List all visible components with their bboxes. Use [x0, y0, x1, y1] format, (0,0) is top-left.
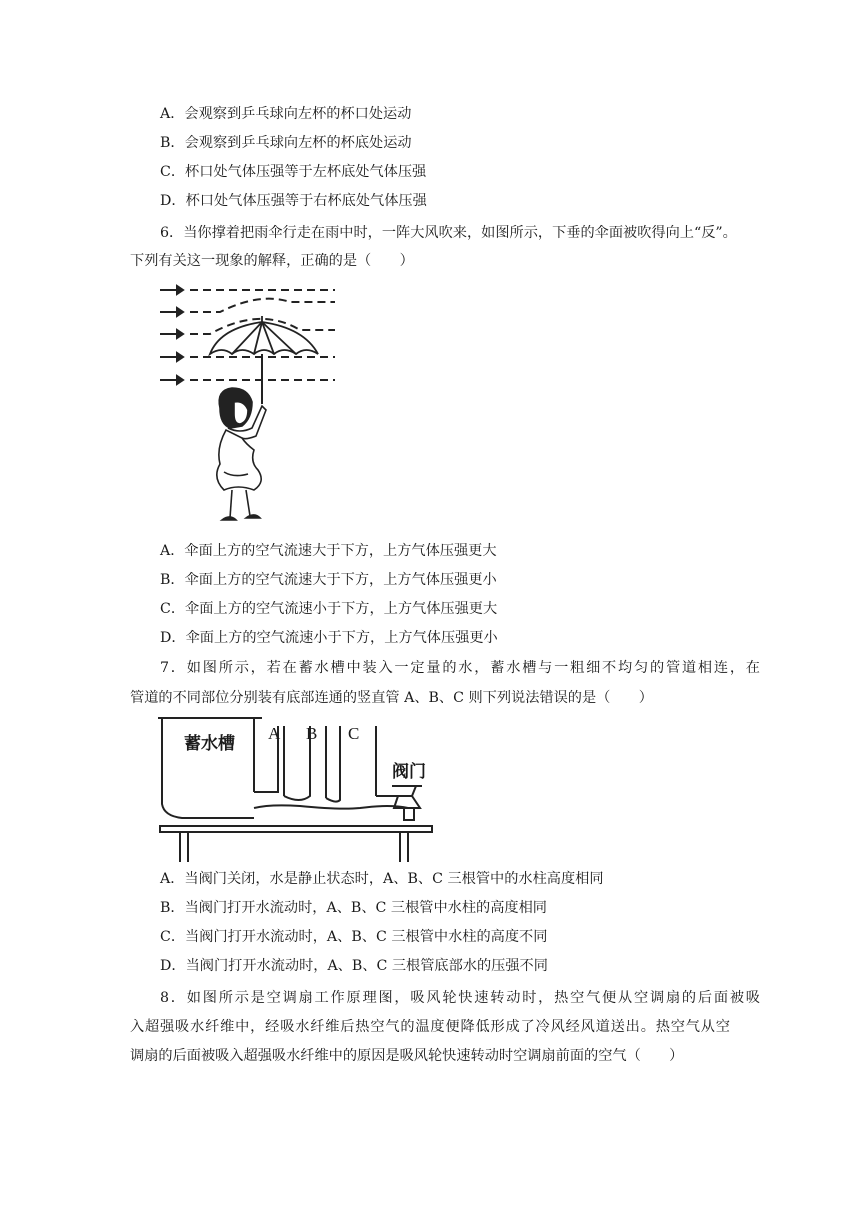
q6-option-a: A．伞面上方的空气流速大于下方，上方气体压强更大 — [160, 543, 497, 559]
pipe-c-label: C — [348, 724, 360, 743]
q8-stem-line3: 调扇的后面被吸入超强吸水纤维中的原因是吸风轮快速转动时空调扇前面的空气（ ） — [130, 1048, 684, 1064]
table-top — [160, 826, 432, 832]
q6-stem-line2: 下列有关这一现象的解释，正确的是（ ） — [130, 253, 414, 269]
tank-outer — [162, 718, 254, 818]
water-tank-figure — [150, 712, 450, 864]
q6-option-d: D．伞面上方的空气流速小于下方，上方气体压强更小 — [160, 630, 498, 646]
q7-option-b: B．当阀门打开水流动时，A、B、C 三根管中水柱的高度相同 — [160, 900, 547, 916]
q5-option-b: B．会观察到乒乓球向左杯的杯底处运动 — [160, 135, 412, 151]
girl-figure — [217, 388, 266, 520]
q7-option-d: D．当阀门打开水流动时，A、B、C 三根管底部水的压强不同 — [160, 958, 548, 974]
q5-option-c: C．杯口处气体压强等于左杯底处气体压强 — [160, 164, 427, 180]
q7-stem-line1: 7．如图所示，若在蓄水槽中装入一定量的水，蓄水槽与一粗细不均匀的管道相连，在 — [160, 660, 760, 676]
q7-option-a: A．当阀门关闭，水是静止状态时，A、B、C 三根管中的水柱高度相同 — [160, 871, 604, 887]
q5-option-a: A．会观察到乒乓球向左杯的杯口处运动 — [160, 106, 412, 122]
wind-line-4 — [160, 353, 335, 361]
valve-label: 阀门 — [392, 762, 426, 782]
q6-stem-line1: 6．当你撑着把雨伞行走在雨中时，一阵大风吹来，如图所示，下垂的伞面被吹得向上“反”。 — [160, 225, 737, 241]
wind-line-1 — [160, 286, 335, 294]
umbrella-wind-figure — [150, 278, 350, 538]
tank-label: 蓄水槽 — [184, 734, 235, 754]
wind-line-5 — [160, 376, 335, 384]
pipe-b-label: B — [306, 724, 318, 743]
pipe-c — [326, 726, 340, 802]
q7-stem-line2: 管道的不同部位分别装有底部连通的竖直管 A、B、C 则下列说法错误的是（ ） — [130, 690, 653, 706]
q7-option-c: C．当阀门打开水流动时，A、B、C 三根管中水柱的高度不同 — [160, 929, 548, 945]
pipe-a-label: A — [268, 724, 281, 743]
q6-option-b: B．伞面上方的空气流速大于下方，上方气体压强更小 — [160, 572, 497, 588]
q8-stem-line2: 入超强吸水纤维中，经吸水纤维后热空气的温度便降低形成了冷风经风道送出。热空气从空 — [130, 1019, 730, 1035]
q6-option-c: C．伞面上方的空气流速小于下方，上方气体压强更大 — [160, 601, 498, 617]
wind-line-2 — [160, 299, 335, 316]
q5-option-d: D．杯口处气体压强等于右杯底处气体压强 — [160, 193, 427, 209]
valve-top — [398, 786, 416, 796]
q8-stem-line1: 8．如图所示是空调扇工作原理图，吸风轮快速转动时，热空气便从空调扇的后面被吸 — [160, 990, 760, 1006]
